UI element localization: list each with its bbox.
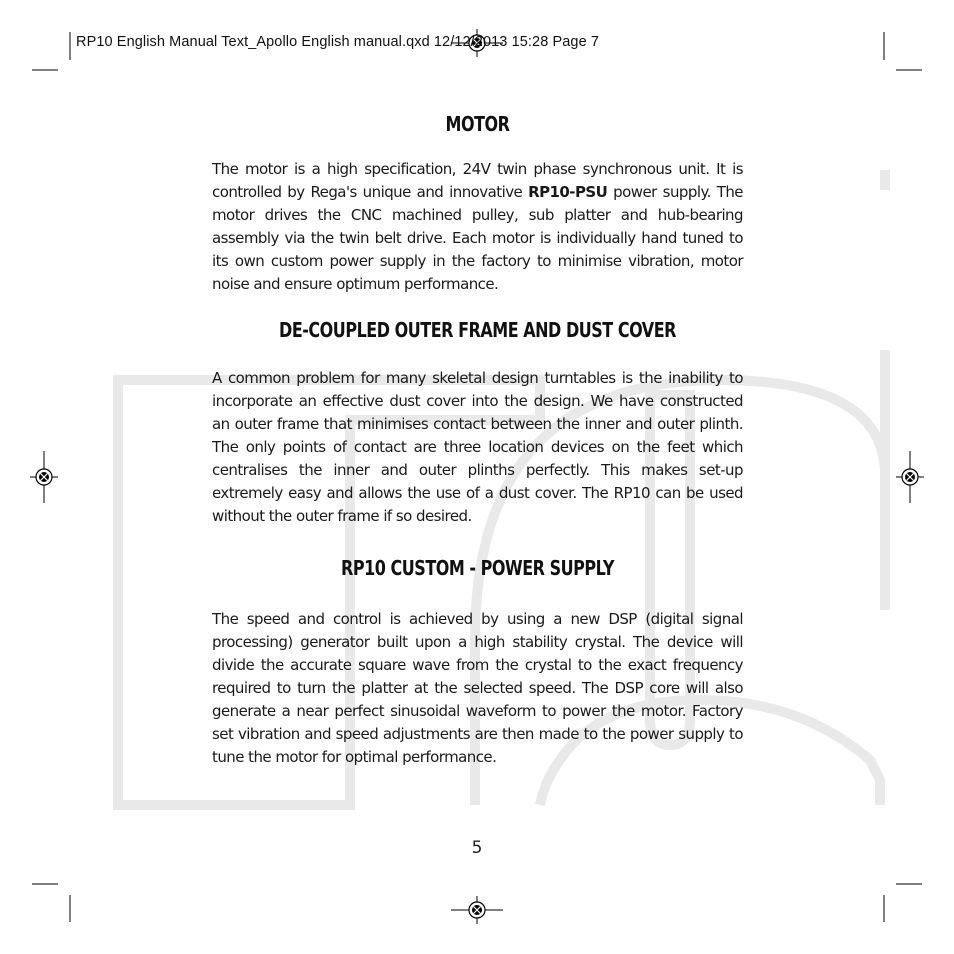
section-heading-outer-frame: DE-COUPLED OUTER FRAME AND DUST COVER (279, 318, 676, 342)
registration-mark-icon (30, 451, 58, 503)
registration-mark-icon (451, 896, 503, 924)
print-slug-line: RP10 English Manual Text_Apollo English manual.qxd 12/12/2013 15:28 Page 7 (76, 34, 600, 50)
page-number: 5 (471, 838, 483, 858)
paragraph-text: The motor is a high specification, 24V twin phase synchronous unit. It is controlled by Rega's unique and innovative (212, 160, 743, 201)
product-name-bold: RP10-PSU (528, 183, 608, 201)
section-heading-motor: MOTOR (445, 112, 510, 136)
text-column (212, 112, 743, 769)
section-heading-power-supply: RP10 CUSTOM - POWER SUPPLY (341, 556, 614, 580)
paragraph-text: power supply. The motor drives the CNC machined pulley, sub platter and hub-bearing assembly via the twin belt drive. Each motor is individually hand tuned to its own custom power supply in the factory to minimise vibration, motor noise and ensure optimum performance. (212, 183, 743, 293)
section-paragraph-power-supply: The speed and control is achieved by using a new DSP (digital signal processing) generator built upon a high stability crystal. The device will divide the accurate square wave from the crystal to the exact frequency required to turn the platter at the selected speed. The DSP core will also generate a near perfect sinusoidal waveform to power the motor. Factory set vibration and speed adjustments are then made to the power supply to tune the motor for optimal performance. (212, 610, 743, 766)
section-paragraph-outer-frame: A common problem for many skeletal design turntables is the inability to incorporate an effective dust cover into the design. We have constructed an outer frame that minimises contact between the inner and outer plinth. The only points of contact are three location devices on the feet which centralises the inner and outer plinths perfectly. This makes set-up extremely easy and allows the use of a dust cover. The RP10 can be used without the outer frame if so desired. (212, 369, 743, 525)
registration-mark-icon (896, 451, 924, 503)
section-paragraph-motor (212, 158, 743, 296)
